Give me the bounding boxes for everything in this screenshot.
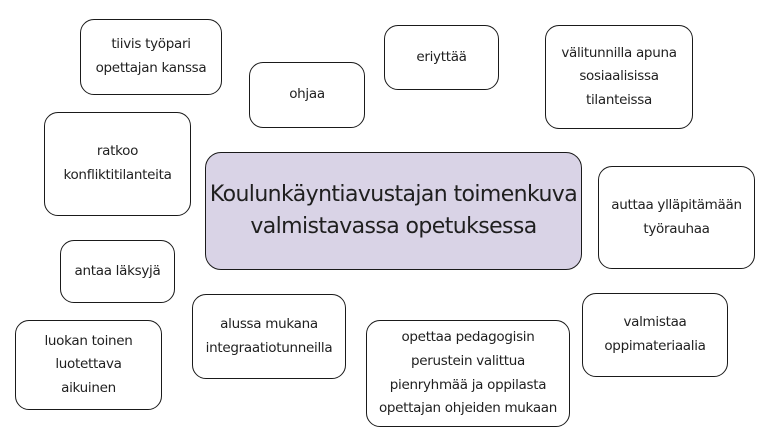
task-box-ohjaa: ohjaa [249,62,365,128]
task-box-valitunnilla: välitunnilla apuna sosiaalisissa tilanteissa [545,25,693,129]
task-box-opettaa: opettaa pedagogisin perustein valittua pienryhmää ja oppilasta opettajan ohjeiden mukaan [366,320,570,427]
task-box-alussa-mukana: alussa mukana integraatiotunneilla [192,294,346,379]
central-topic-box: Koulunkäyntiavustajan toimenkuva valmistavassa opetuksessa [205,152,582,270]
task-box-eriyttaa: eriyttää [384,25,499,90]
task-box-antaa-laksyja: antaa läksyjä [60,240,175,303]
task-box-valmistaa: valmistaa oppimateriaalia [582,293,728,377]
task-box-luokan-toinen: luokan toinen luotettava aikuinen [15,320,162,410]
task-box-auttaa: auttaa ylläpitämään työrauhaa [598,166,755,269]
task-box-tiivis-tyopari: tiivis työpari opettajan kanssa [80,19,222,95]
task-box-ratkoo: ratkoo konfliktitilanteita [44,112,191,216]
